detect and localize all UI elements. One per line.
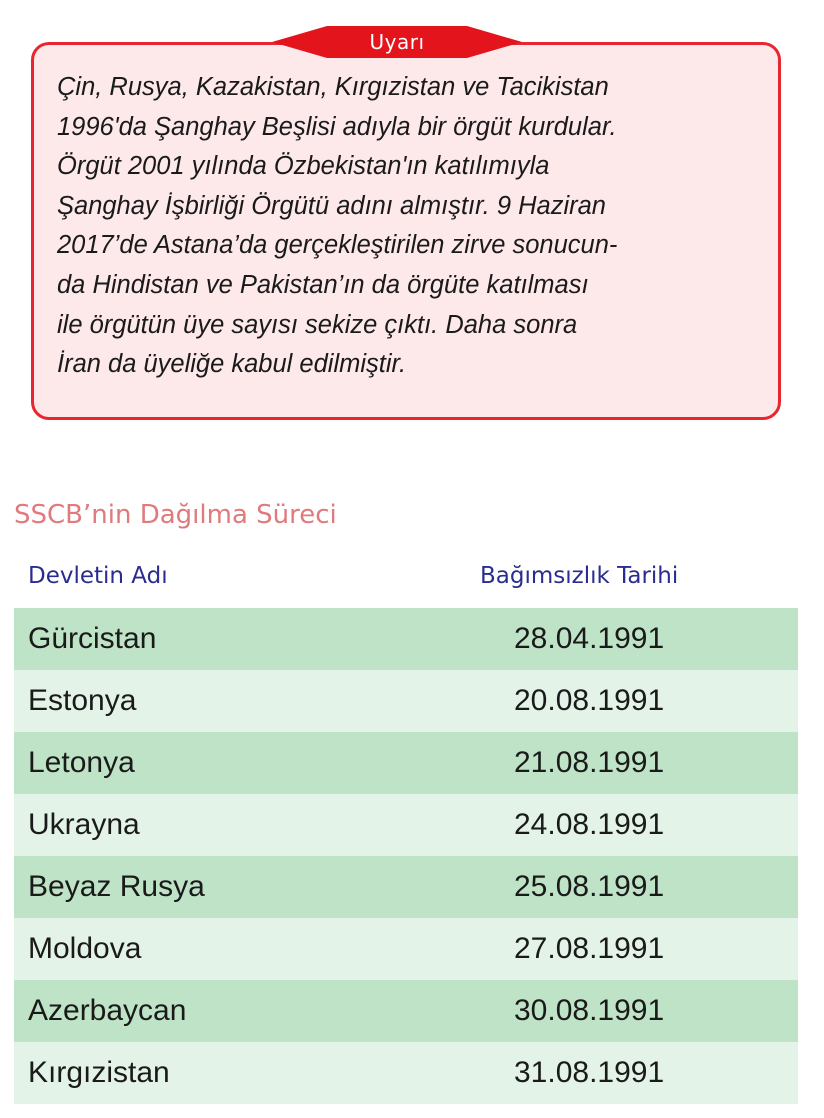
warning-line: da Hindistan ve Pakistan’ın da örgüte katılması	[57, 270, 589, 299]
country-name: Kırgızistan	[28, 1056, 170, 1089]
table-row	[14, 794, 798, 856]
independence-date: 27.08.1991	[514, 932, 665, 965]
table-row	[14, 1042, 798, 1104]
country-name: Moldova	[28, 932, 142, 965]
warning-line: 1996'da Şanghay Beşlisi adıyla bir örgüt kurdular.	[57, 112, 617, 141]
independence-date: 28.04.1991	[514, 622, 665, 655]
country-name: Ukrayna	[28, 808, 140, 841]
table-row	[14, 732, 798, 794]
warning-label: Uyarı	[369, 30, 425, 54]
column-header-date: Bağımsızlık Tarihi	[480, 563, 679, 589]
warning-line: 2017’de Astana’da gerçekleştirilen zirve sonucun-	[57, 231, 618, 260]
independence-date: 20.08.1991	[514, 684, 665, 717]
independence-date: 31.08.1991	[514, 1056, 665, 1089]
country-name: Beyaz Rusya	[28, 870, 205, 903]
table-row	[14, 918, 798, 980]
warning-line: Çin, Rusya, Kazakistan, Kırgızistan ve Tacikistan	[57, 73, 609, 101]
country-name: Estonya	[28, 684, 137, 717]
table-row	[14, 608, 798, 670]
warning-line: Örgüt 2001 yılında Özbekistan'ın katılımıyla	[57, 152, 550, 181]
country-name: Azerbaycan	[28, 994, 187, 1027]
warning-text	[57, 68, 775, 385]
warning-line: İran da üyeliğe kabul edilmiştir.	[57, 350, 407, 379]
independence-date: 25.08.1991	[514, 870, 665, 903]
country-name: Letonya	[28, 746, 135, 779]
table-row	[14, 670, 798, 732]
table-row	[14, 856, 798, 918]
country-name: Gürcistan	[28, 622, 157, 655]
warning-line: Şanghay İşbirliği Örgütü adını almıştır. 9 Haziran	[57, 191, 606, 220]
warning-banner	[272, 24, 522, 60]
independence-date: 30.08.1991	[514, 994, 665, 1027]
independence-table	[14, 608, 798, 1104]
section-title: SSCB’nin Dağılma Süreci	[14, 500, 337, 530]
table-row	[14, 980, 798, 1042]
independence-date: 24.08.1991	[514, 808, 665, 841]
independence-date: 21.08.1991	[514, 746, 665, 779]
warning-line: ile örgütün üye sayısı sekize çıktı. Daha sonra	[57, 310, 578, 339]
column-header-name: Devletin Adı	[28, 563, 168, 589]
